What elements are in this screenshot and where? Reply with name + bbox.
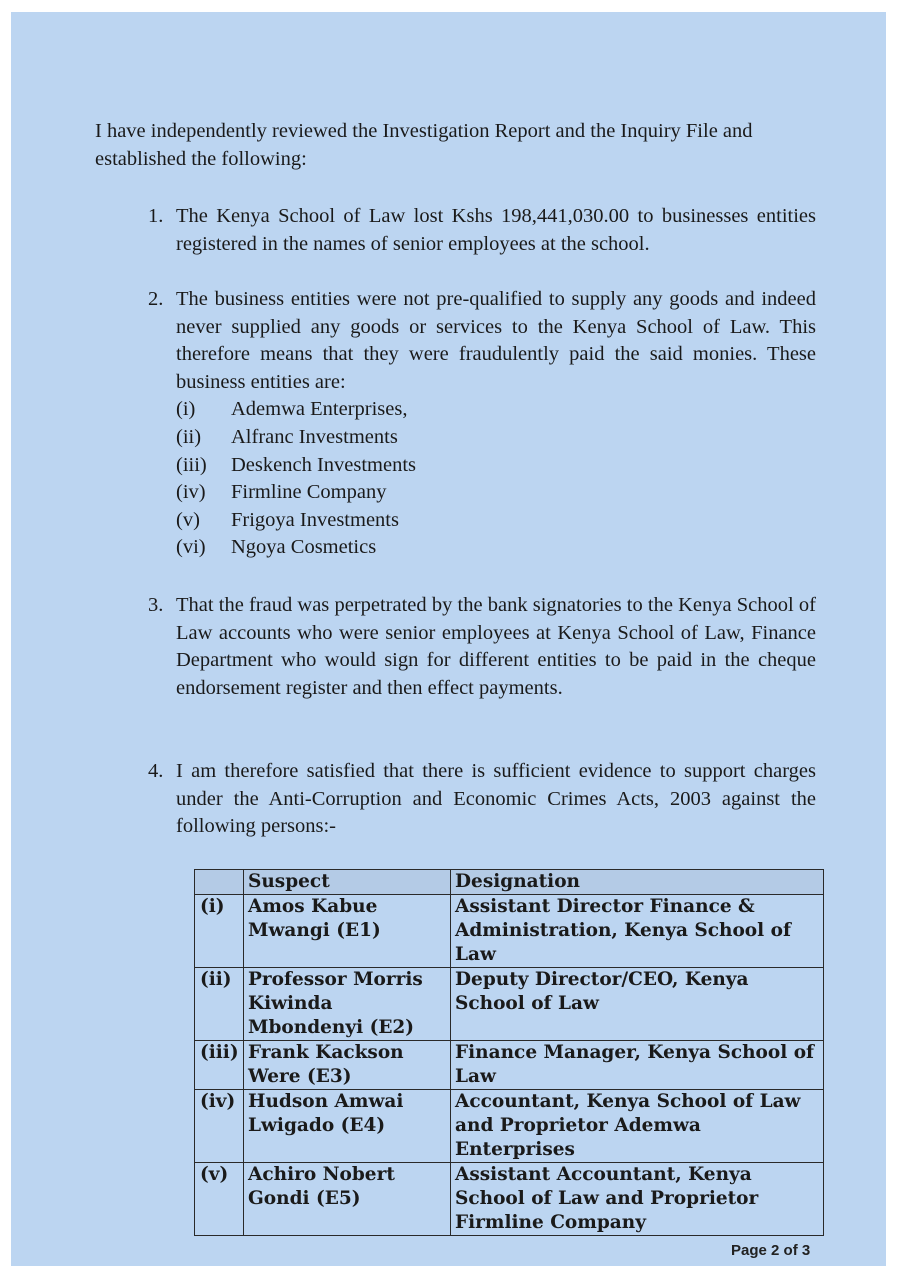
entity-item: (ii) Alfranc Investments [176,425,398,448]
header-index [195,870,244,895]
page-number: Page 2 of 3 [731,1242,811,1259]
finding-number: 1. [148,205,164,227]
finding-4 [148,758,816,841]
entity-item: (vi) Ngoya Cosmetics [176,536,377,559]
finding-number: 4. [148,760,164,782]
finding-1 [148,203,816,258]
suspects-table [194,869,824,1236]
suspect-name: Hudson Amwai Lwigado (E4) [244,1090,451,1163]
row-index: (v) [195,1163,244,1236]
row-index: (ii) [195,968,244,1041]
finding-number: 3. [148,594,164,616]
finding-text: That the fraud was perpetrated by the bank signatories to the Kenya School of Law accounts who were senior employees at Kenya School of Law, Finance Department who would sign for different entities to be paid in the cheque endorsement register and then effect payments. [176,594,816,699]
suspect-designation: Accountant, Kenya School of Law and Proprietor Ademwa Enterprises [451,1090,824,1163]
entity-list [176,396,816,562]
header-suspect: Suspect [244,870,451,895]
finding-text: The business entities were not pre-qualified to supply any goods and indeed never supplied any goods or services to the Kenya School of Law. This therefore means that they were fraudulently paid the said monies. These business entities are: [176,288,816,393]
entity-item: (iv) Firmline Company [176,481,387,504]
suspect-name: Frank Kackson Were (E3) [244,1041,451,1090]
suspect-name: Amos Kabue Mwangi (E1) [244,895,451,968]
table-row [195,1090,824,1163]
entity-item: (iii) Deskench Investments [176,453,417,476]
table-row [195,1041,824,1090]
suspect-designation: Assistant Accountant, Kenya School of Law and Proprietor Firmline Company [451,1163,824,1236]
table-row [195,968,824,1041]
finding-3 [148,592,816,702]
finding-2 [148,286,816,562]
suspect-designation: Finance Manager, Kenya School of Law [451,1041,824,1090]
entity-item: (v) Frigoya Investments [176,508,399,531]
row-index: (iv) [195,1090,244,1163]
finding-text: I am therefore satisfied that there is sufficient evidence to support charges under the Anti-Corruption and Economic Crimes Acts, 2003 against the following persons:- [176,760,816,838]
finding-number: 2. [148,288,164,310]
entity-item: (i) Ademwa Enterprises, [176,398,408,421]
table-row [195,1163,824,1236]
suspect-name: Achiro Nobert Gondi (E5) [244,1163,451,1236]
suspect-designation: Assistant Director Finance & Administration, Kenya School of Law [451,895,824,968]
suspect-name: Professor Morris Kiwinda Mbondenyi (E2) [244,968,451,1041]
row-index: (i) [195,895,244,968]
row-index: (iii) [195,1041,244,1090]
suspect-designation: Deputy Director/CEO, Kenya School of Law [451,968,824,1041]
table-header-row [195,870,824,895]
intro-paragraph: I have independently reviewed the Investigation Report and the Inquiry File and established the following: [95,120,753,170]
table-row [195,895,824,968]
finding-text: The Kenya School of Law lost Kshs 198,441,030.00 to businesses entities registered in the names of senior employees at the school. [176,205,816,255]
header-designation: Designation [451,870,824,895]
